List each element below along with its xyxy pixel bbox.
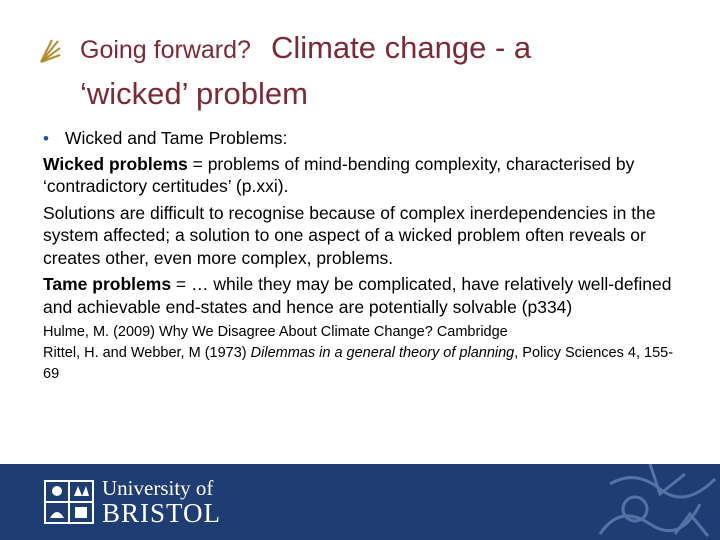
title-big: Climate change - a xyxy=(270,30,532,65)
wicked-paragraph xyxy=(43,153,683,198)
bullet-text: Wicked and Tame Problems: xyxy=(65,128,288,148)
ref2-title: Dilemmas in a general theory of planning xyxy=(250,345,515,361)
title-line-2: ‘wicked’ problem xyxy=(80,76,308,111)
decorative-crest-pattern xyxy=(590,464,720,540)
wicked-definition: = problems of mind-bending complexity, characterised by ‘contradictory certitudes’ (p.xxi). xyxy=(43,153,635,196)
reference-1: Hulme, M. (2009) Why We Disagree About Climate Change? Cambridge xyxy=(43,324,508,340)
tame-term: Tame problems xyxy=(43,274,172,294)
tame-definition: = … while they may be complicated, have relatively well-defined and achievable end-states and hence are potentially solvable (p334) xyxy=(43,274,672,317)
tame-paragraph xyxy=(43,273,683,318)
title-line-1 xyxy=(80,30,531,66)
footer-bar xyxy=(0,464,720,540)
logo-line-1: University of xyxy=(102,476,214,500)
title-small: Going forward? xyxy=(80,36,251,64)
ref2-source: , Policy Sciences 4, 155-69 xyxy=(43,345,674,382)
solutions-paragraph: Solutions are difficult to recognise because of complex inerdependencies in the system affected; a solution to one aspect of a wicked problem often reveals or creates other, even more complex, problems. xyxy=(43,202,656,268)
slide-body xyxy=(43,127,683,385)
bullet-dot-icon: • xyxy=(43,129,49,148)
logo-wordmark xyxy=(102,476,221,526)
ref2-authors: Rittel, H. and Webber, M (1973) xyxy=(43,345,251,361)
reference-2 xyxy=(43,343,683,385)
university-crest-icon xyxy=(44,480,94,524)
bullet-item xyxy=(43,127,683,151)
wicked-term: Wicked problems xyxy=(43,153,188,174)
logo-line-2: BRISTOL xyxy=(102,498,222,528)
fan-bullet-icon xyxy=(38,38,62,64)
